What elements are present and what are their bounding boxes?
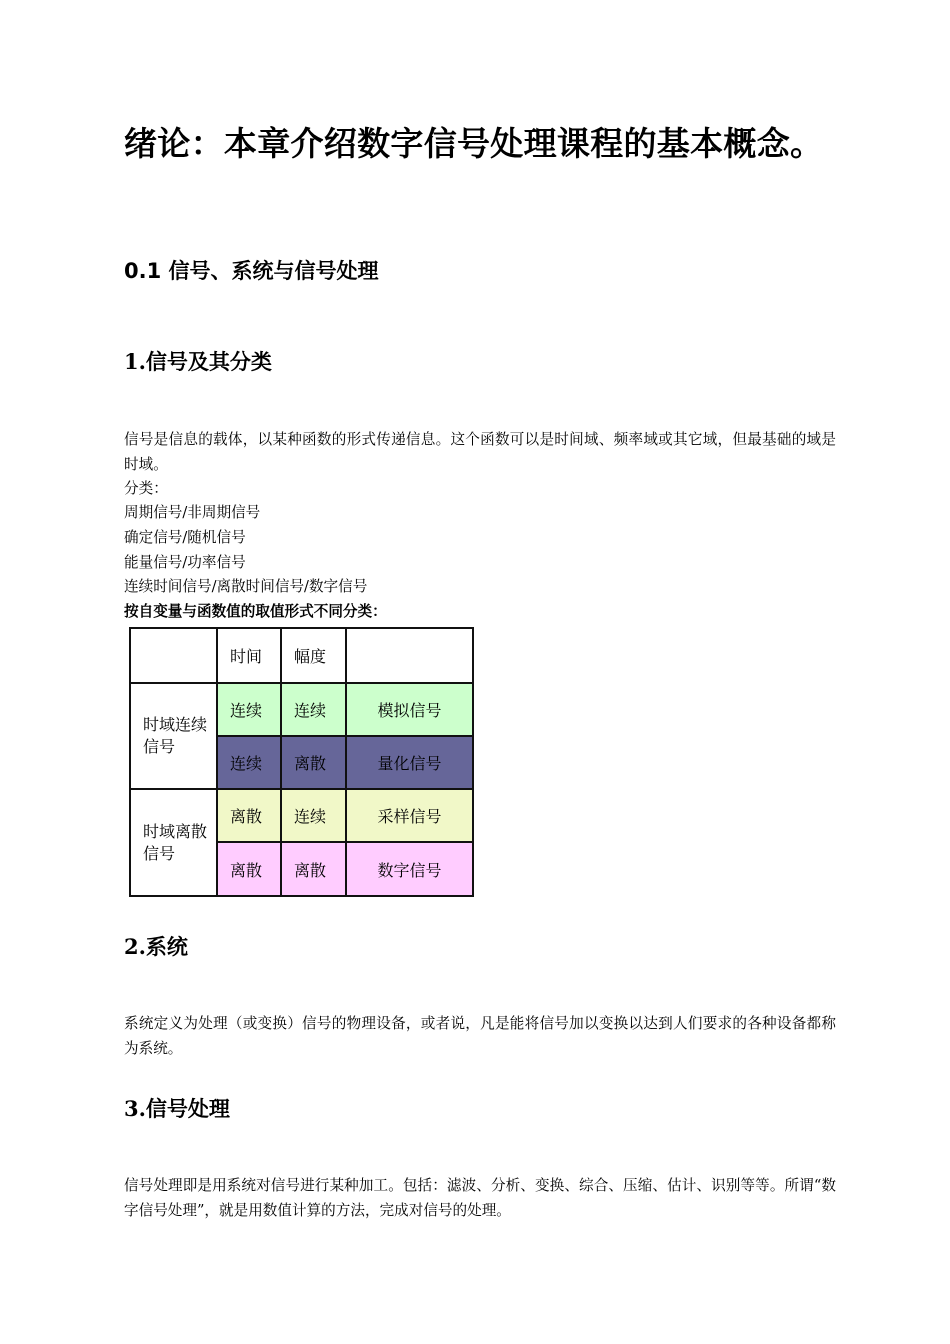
signal-type-cell: 模拟信号	[346, 683, 473, 736]
amplitude-cell: 连续	[281, 789, 346, 842]
table-row	[130, 789, 473, 842]
class-item: 确定信号/随机信号	[124, 529, 246, 546]
time-cell: 连续	[217, 683, 281, 736]
row-group-label: 时域连续信号	[130, 683, 217, 789]
time-cell: 离散	[217, 842, 281, 896]
signal-type-cell: 采样信号	[346, 789, 473, 842]
system-definition: 系统定义为处理（或变换）信号的物理设备，或者说，凡是能将信号加以变换以达到人们要求的各种设备都称为系统。	[124, 1015, 836, 1057]
signal-type-cell: 数字信号	[346, 842, 473, 896]
signal-classification-table	[129, 627, 474, 897]
signal-definition: 信号是信息的载体，以某种函数的形式传递信息。这个函数可以是时间域、频率域或其它域，但最基础的域是时域。	[124, 431, 836, 473]
signal-heading: 1.信号及其分类	[124, 349, 272, 374]
time-cell: 连续	[217, 736, 281, 789]
table-header-amplitude: 幅度	[281, 628, 346, 683]
section-heading: 0.1 信号、系统与信号处理	[124, 259, 379, 283]
system-heading: 2.系统	[124, 934, 188, 959]
amplitude-cell: 离散	[281, 736, 346, 789]
class-item: 能量信号/功率信号	[124, 554, 246, 571]
row-group-label: 时域离散信号	[130, 789, 217, 896]
table-row	[130, 683, 473, 736]
classification-label: 分类：	[124, 480, 168, 497]
processing-heading: 3.信号处理	[124, 1096, 230, 1121]
chapter-title: 绪论：本章介绍数字信号处理课程的基本概念。	[124, 124, 824, 163]
signal-type-cell: 量化信号	[346, 736, 473, 789]
class-item: 连续时间信号/离散时间信号/数字信号	[124, 578, 368, 595]
table-header-time: 时间	[217, 628, 281, 683]
amplitude-cell: 连续	[281, 683, 346, 736]
amplitude-cell: 离散	[281, 842, 346, 896]
class-item: 周期信号/非周期信号	[124, 504, 261, 521]
table-header-cell	[130, 628, 217, 683]
table-header-row	[130, 628, 473, 683]
processing-definition: 信号处理即是用系统对信号进行某种加工。包括：滤波、分析、变换、综合、压缩、估计、识别等等。所谓“数字信号处理”，就是用数值计算的方法，完成对信号的处理。	[124, 1177, 836, 1219]
table-caption: 按自变量与函数值的取值形式不同分类：	[124, 603, 387, 620]
table-header-cell	[346, 628, 473, 683]
time-cell: 离散	[217, 789, 281, 842]
